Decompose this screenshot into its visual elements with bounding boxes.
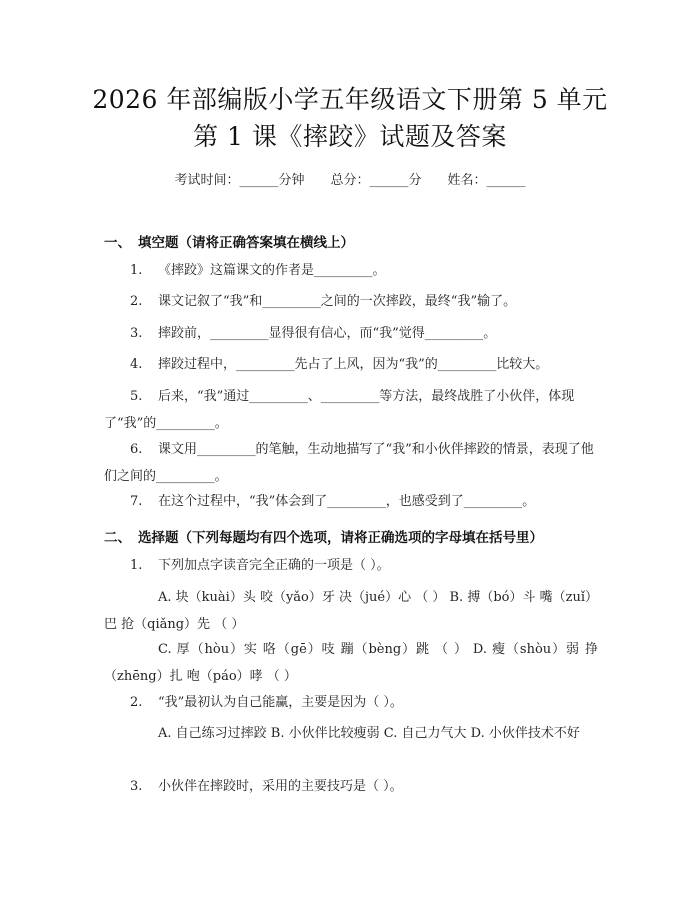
section-heading-fill-in [104, 231, 354, 251]
question-number: 5. [130, 389, 143, 404]
question-text: 下列加点字读音完全正确的一项是（ ）。 [158, 558, 390, 573]
exam-meta-line [0, 169, 700, 188]
section-number: 一、 [104, 235, 131, 251]
section-number: 二、 [104, 530, 131, 546]
question-text: 在这个过程中，“我”体会到了_________，也感受到了_________。 [158, 494, 536, 509]
question-number: 4. [130, 357, 143, 372]
question-text: 摔跤过程中，_________先占了上风，因为“我”的_________比较大。 [158, 357, 549, 372]
fill-question-7 [104, 488, 598, 515]
section-title: 填空题（请将正确答案填在横线上） [138, 235, 354, 251]
fill-question-5 [104, 383, 598, 437]
total-score-field: 总分：______分 [330, 173, 422, 188]
question-text: 课文记叙了“我”和_________之间的一次摔跤，最终“我”输了。 [158, 294, 517, 309]
fill-question-1 [104, 257, 598, 284]
question-number: 3. [130, 326, 143, 341]
fill-question-3 [104, 320, 598, 347]
question-text: 小伙伴在摔跤时，采用的主要技巧是（ ）。 [158, 779, 403, 794]
question-number: 3. [130, 779, 143, 794]
choice-question-1 [104, 552, 598, 579]
section-heading-multiple-choice [104, 526, 543, 546]
choice-options-1-cd: C. 厚（hòu）实 咯（gē）吱 蹦（bèng）跳 （ ） D. 瘦（shòu）弱 挣（zhēng）扎 咆（páo）哮 （ ） [104, 642, 598, 684]
question-text: 后来，“我”通过_________、_________等方法，最终战胜了小伙伴，体现了“我”的_________。 [104, 389, 575, 431]
question-number: 6. [130, 442, 143, 457]
section-title: 选择题（下列每题均有四个选项，请将正确选项的字母填在括号里） [138, 530, 543, 546]
question-number: 2. [130, 294, 143, 309]
fill-question-4 [104, 351, 598, 378]
question-number: 2. [130, 695, 143, 710]
choice-options-1-ab: A. 块（kuài）头 咬（yǎo）牙 决（jué）心 （ ） B. 搏（bó）斗 嘴（zuǐ）巴 抢（qiǎng）先 （ ） [104, 590, 598, 632]
question-text: 《摔跤》这篇课文的作者是_________。 [158, 263, 386, 278]
choice-options-2: A. 自己练习过摔跤 B. 小伙伴比较瘦弱 C. 自己力气大 D. 小伙伴技术不好 [158, 726, 580, 741]
fill-question-6 [104, 436, 598, 490]
question-text: “我”最初认为自己能赢，主要是因为（ ）。 [158, 695, 403, 710]
document-title-line-1: 2026 年部编版小学五年级语文下册第 5 单元 [92, 85, 608, 114]
fill-question-2 [104, 288, 598, 315]
question-number: 1. [130, 558, 143, 573]
question-text: 课文用_________的笔触，生动地描写了“我”和小伙伴摔跤的情景，表现了他们之间的_________。 [104, 442, 594, 484]
question-number: 1. [130, 263, 143, 278]
choice-question-3 [104, 773, 598, 800]
question-number: 7. [130, 494, 143, 509]
student-name-field: 姓名：______ [447, 173, 526, 188]
document-title-line-2: 第 1 课《摔跤》试题及答案 [193, 122, 507, 151]
exam-time-field: 考试时间：______分钟 [174, 173, 305, 188]
choice-question-2 [104, 689, 598, 716]
question-text: 摔跤前，_________显得很有信心，而“我”觉得_________。 [158, 326, 497, 341]
